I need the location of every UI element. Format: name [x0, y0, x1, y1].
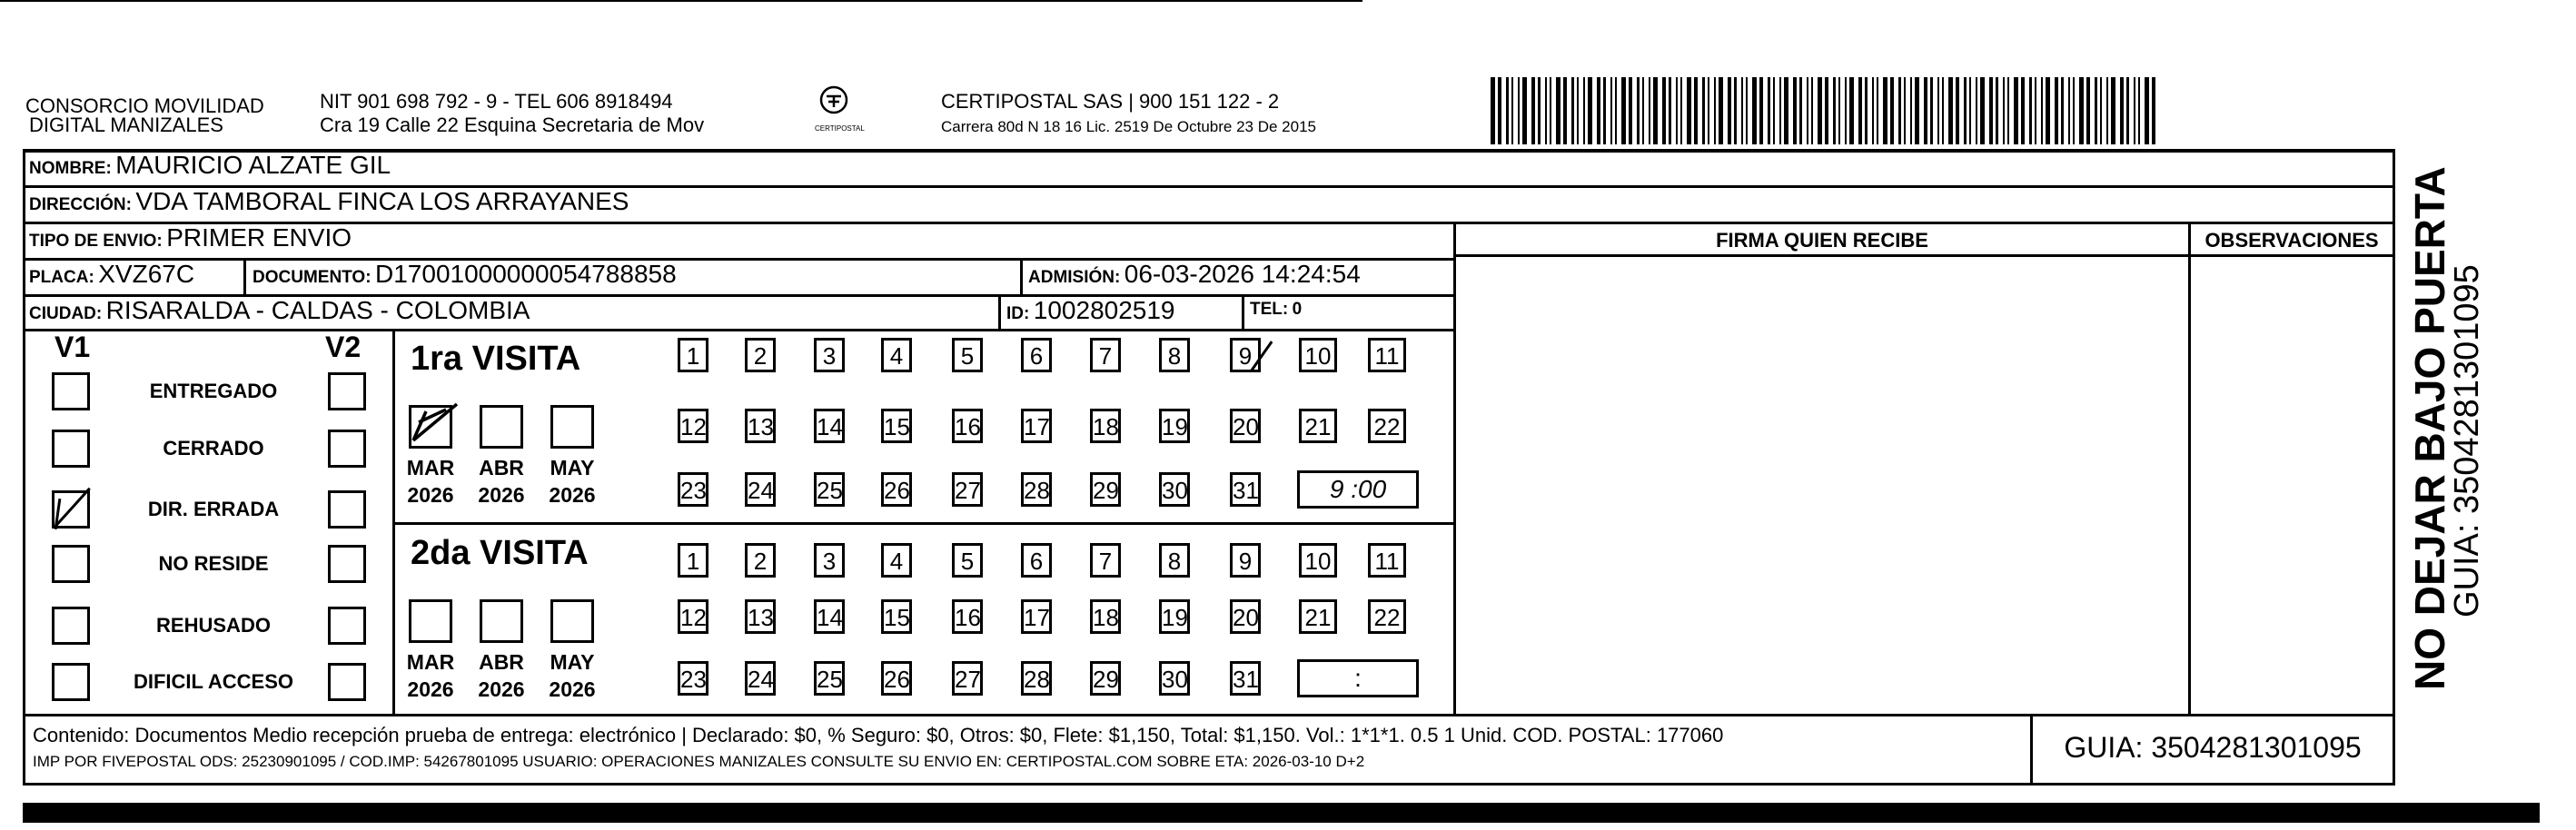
month-year: 2026: [478, 483, 525, 507]
day-box[interactable]: 21: [1299, 409, 1337, 443]
checkbox-v2-2[interactable]: [328, 490, 366, 529]
day-box[interactable]: 23: [678, 661, 708, 696]
id-value: 1002802519: [1033, 296, 1175, 324]
ciudad-field: [29, 296, 530, 325]
grid-line: [23, 222, 2395, 224]
barcode-bar: [2138, 77, 2140, 144]
observaciones-header: OBSERVACIONES: [2204, 229, 2379, 252]
barcode-bar: [1734, 77, 1737, 144]
barcode-bar: [1518, 77, 1520, 144]
barcode-bar: [2145, 77, 2149, 144]
month-checkbox[interactable]: [550, 599, 594, 643]
barcode-bar: [2134, 77, 2135, 144]
barcode-bar: [1845, 77, 1847, 144]
day-box[interactable]: 7: [1090, 543, 1121, 578]
barcode-bar: [1603, 77, 1606, 144]
day-box[interactable]: 15: [881, 409, 912, 443]
barcode-bar: [1563, 77, 1567, 144]
grid-line: [1020, 258, 1023, 296]
status-label: ENTREGADO: [149, 380, 278, 402]
barcode-bar: [1779, 77, 1781, 144]
month-year: 2026: [478, 677, 525, 701]
day-box[interactable]: 9: [1230, 543, 1261, 578]
day-box[interactable]: 10: [1299, 543, 1337, 578]
day-box[interactable]: 31: [1230, 472, 1261, 507]
status-label: CERRADO: [163, 437, 264, 459]
day-box[interactable]: 6: [1021, 543, 1052, 578]
month-label: [540, 648, 604, 703]
barcode-bar: [1719, 77, 1723, 144]
tipo-envio-field: [29, 223, 352, 252]
barcode-bar: [2068, 77, 2070, 144]
grid-line: [2393, 149, 2395, 785]
day-box[interactable]: 24: [745, 661, 776, 696]
id-field: [1006, 296, 1175, 325]
day-box[interactable]: 11: [1368, 543, 1406, 578]
barcode-bar: [1680, 77, 1682, 144]
month-label: [399, 648, 462, 703]
day-box[interactable]: 20: [1230, 599, 1261, 634]
grid-line: [23, 714, 2395, 716]
status-label: REHUSADO: [156, 614, 271, 637]
day-box[interactable]: 12: [678, 599, 708, 634]
barcode-bar: [1904, 77, 1906, 144]
day-box[interactable]: 14: [814, 599, 845, 634]
barcode-bar: [1768, 77, 1770, 144]
certipostal-logo: [815, 84, 865, 133]
barcode-bar: [1506, 77, 1509, 144]
direccion-value: VDA TAMBORAL FINCA LOS ARRAYANES: [135, 187, 629, 215]
day-box[interactable]: 17: [1021, 599, 1052, 634]
barcode-bar: [1833, 77, 1836, 144]
day-box[interactable]: 18: [1090, 599, 1121, 634]
direccion-field: [29, 187, 629, 216]
day-box[interactable]: 5: [952, 338, 983, 372]
checkbox-v1-2[interactable]: [52, 490, 90, 529]
day-box[interactable]: 23: [678, 472, 708, 507]
status-label: DIFICIL ACCESO: [133, 670, 293, 693]
barcode-bar: [1942, 77, 1944, 144]
nombre-label: NOMBRE:: [29, 159, 112, 178]
barcode-bar: [2021, 77, 2025, 144]
month-label: [540, 454, 604, 509]
barcode-bar: [1915, 77, 1919, 144]
ciudad-value: RISARALDA - CALDAS - COLOMBIA: [105, 296, 530, 324]
barcode-bar: [1948, 77, 1953, 144]
day-box[interactable]: 8: [1159, 338, 1190, 372]
barcode-bar: [1571, 77, 1574, 144]
barcode-bar: [1752, 77, 1757, 144]
barcode-bar: [2106, 77, 2108, 144]
day-box[interactable]: 13: [745, 599, 776, 634]
barcode-bar: [1577, 77, 1579, 144]
barcode-bar: [1669, 77, 1671, 144]
barcode-bar: [1653, 77, 1658, 144]
barcode-bar: [1964, 77, 1967, 144]
grid-line: [243, 258, 246, 296]
checkbox-v2-0[interactable]: [328, 372, 366, 410]
barcode-bar: [2007, 77, 2009, 144]
barcode-bar: [1883, 77, 1887, 144]
day-box[interactable]: 3: [814, 338, 845, 372]
grid-line: [392, 522, 1453, 525]
barcode-bar: [1865, 77, 1868, 144]
day-box[interactable]: 21: [1299, 599, 1337, 634]
checkbox-v1-1[interactable]: [52, 430, 90, 468]
documento-label: DOCUMENTO:: [253, 268, 372, 287]
barcode-bar: [2003, 77, 2005, 144]
month-label: [470, 648, 533, 703]
barcode-bar: [1799, 77, 1802, 144]
barcode-bar: [2095, 77, 2097, 144]
barcode-bar: [1773, 77, 1775, 144]
company-address: Cra 19 Calle 22 Esquina Secretaria de Mov: [320, 114, 705, 136]
month-label: [399, 454, 462, 509]
admision-value: 06-03-2026 14:24:54: [1124, 260, 1361, 288]
month-year: 2026: [407, 677, 454, 701]
day-box[interactable]: 20: [1230, 409, 1261, 443]
day-box[interactable]: 4: [881, 543, 912, 578]
tel-field: [1250, 300, 1302, 320]
barcode-bar: [1491, 77, 1495, 144]
barcode-bar: [2073, 77, 2075, 144]
month-name: ABR: [479, 650, 524, 674]
barcode-bar: [1702, 77, 1705, 144]
barcode-bar: [1989, 77, 1993, 144]
month-checkbox[interactable]: [480, 599, 523, 643]
v1-header: V1: [54, 331, 91, 363]
barcode-bar: [1615, 77, 1617, 144]
barcode-bar: [1890, 77, 1894, 144]
tel-label: TEL:: [1250, 300, 1289, 319]
checkbox-v1-3[interactable]: [52, 545, 90, 583]
checkbox-v2-1[interactable]: [328, 430, 366, 468]
check-mark-icon: [406, 395, 461, 450]
day-box[interactable]: 19: [1159, 599, 1190, 634]
barcode-bar: [2035, 77, 2036, 144]
barcode-bar: [2152, 77, 2155, 144]
visit-title: 2da VISITA: [411, 534, 589, 572]
barcode-bar: [1976, 77, 1977, 144]
barcode-bar: [1898, 77, 1901, 144]
grid-line: [998, 294, 1001, 331]
barcode-bar: [2126, 77, 2129, 144]
footer-imp-line: IMP POR FIVEPOSTAL ODS: 25230901095 / COD.IMP: 54267801095 USUARIO: OPERACIONES MANIZALES CONSULTE SU ENVIO EN: CERTIPOSTAL.COM SOBRE ETA: 2026-03-10 D+2: [33, 753, 1365, 770]
courier-name-line: CERTIPOSTAL SAS | 900 151 122 - 2: [941, 90, 1280, 113]
day-box[interactable]: 30: [1159, 661, 1190, 696]
day-box[interactable]: 1: [678, 338, 708, 372]
status-label: NO RESIDE: [158, 552, 269, 575]
logo-icon: [815, 84, 853, 120]
documento-field: [253, 260, 677, 289]
grid-line: [23, 783, 2395, 786]
barcode-bar: [2120, 77, 2124, 144]
day-box[interactable]: 25: [814, 472, 845, 507]
admision-label: ADMISIÓN:: [1028, 268, 1121, 287]
day-box[interactable]: 3: [814, 543, 845, 578]
barcode-bar: [1784, 77, 1788, 144]
visit-title: 1ra VISITA: [411, 340, 581, 378]
day-box[interactable]: 26: [881, 661, 912, 696]
day-box[interactable]: 30: [1159, 472, 1190, 507]
barcode-bar: [2055, 77, 2058, 144]
nombre-value: MAURICIO ALZATE GIL: [115, 151, 391, 179]
day-box[interactable]: 1: [678, 543, 708, 578]
day-box[interactable]: 29: [1090, 661, 1121, 696]
tel-value: 0: [1292, 300, 1303, 319]
barcode-bar: [1980, 77, 1985, 144]
placa-field: [29, 260, 194, 289]
placa-label: PLACA:: [29, 268, 94, 287]
day-box[interactable]: 6: [1021, 338, 1052, 372]
checkbox-v1-0[interactable]: [52, 372, 90, 410]
courier-license-line: Carrera 80d N 18 16 Lic. 2519 De Octubre 23 De 2015: [941, 118, 1316, 135]
day-box[interactable]: 15: [881, 599, 912, 634]
day-box[interactable]: 27: [952, 661, 983, 696]
checkbox-v2-5[interactable]: [328, 663, 366, 701]
barcode-bar: [1793, 77, 1797, 144]
barcode-bar: [1637, 77, 1640, 144]
barcode-bar: [1741, 77, 1743, 144]
barcode-bar: [1642, 77, 1644, 144]
month-name: ABR: [479, 456, 524, 479]
barcode-bar: [1996, 77, 1998, 144]
grid-line: [23, 149, 25, 785]
barcode-bar: [2100, 77, 2102, 144]
time-field[interactable]: :: [1297, 659, 1419, 697]
month-name: MAY: [550, 456, 595, 479]
footer-content-line: Contenido: Documentos Medio recepción prueba de entrega: electrónico | Declarado: $0, % Seguro: $0, Otros: $0, Flete: $1,150, Total: $1,150. Vol.: 1*1*1. 0.5 1 Unid. COD. POSTAL: 177060: [33, 724, 1724, 746]
documento-value: D17001000000054788858: [375, 260, 677, 288]
day-box[interactable]: 31: [1230, 661, 1261, 696]
direccion-label: DIRECCIÓN:: [29, 195, 132, 214]
barcode-bar: [1588, 77, 1592, 144]
id-label: ID:: [1006, 304, 1030, 323]
checkbox-v1-4[interactable]: [52, 607, 90, 645]
barcode-bar: [1583, 77, 1585, 144]
barcode-bar: [1818, 77, 1822, 144]
logo-text: CERTIPOSTAL: [815, 124, 865, 133]
barcode-bar: [1694, 77, 1698, 144]
barcode-bar: [1969, 77, 1971, 144]
day-box[interactable]: 17: [1021, 409, 1052, 443]
day-box[interactable]: 25: [814, 661, 845, 696]
month-year: 2026: [407, 483, 454, 507]
admision-field: [1028, 260, 1361, 289]
day-box[interactable]: 13: [745, 409, 776, 443]
barcode-bar: [1728, 77, 1731, 144]
barcode-bar: [1746, 77, 1748, 144]
barcode-bar: [1930, 77, 1933, 144]
barcode-bar: [2086, 77, 2090, 144]
barcode-bar: [1687, 77, 1691, 144]
grid-line: [1453, 222, 1456, 716]
month-name: MAR: [406, 456, 455, 479]
checkbox-v2-4[interactable]: [328, 607, 366, 645]
barcode-bar: [1937, 77, 1939, 144]
barcode-bar: [2111, 77, 2115, 144]
month-checkbox[interactable]: [409, 405, 452, 449]
barcode-bar: [1621, 77, 1626, 144]
barcode-bar: [1545, 77, 1547, 144]
barcode-bar: [1511, 77, 1513, 144]
grid-line: [23, 329, 1453, 331]
day-box[interactable]: 2: [745, 338, 776, 372]
barcode-bar: [1858, 77, 1862, 144]
bottom-rule: [23, 803, 2540, 823]
barcode-bar: [2029, 77, 2032, 144]
barcode-bar: [2046, 77, 2050, 144]
barcode-bar: [2014, 77, 2018, 144]
day-box[interactable]: 2: [745, 543, 776, 578]
barcode-bar: [1610, 77, 1612, 144]
grid-line: [2188, 222, 2191, 716]
barcode-bar: [2079, 77, 2084, 144]
ciudad-label: CIUDAD:: [29, 304, 103, 323]
barcode-bar: [2061, 77, 2064, 144]
barcode-bar: [1807, 77, 1808, 144]
company-name-line1: CONSORCIO MOVILIDAD: [25, 94, 264, 117]
status-label: DIR. ERRADA: [147, 498, 280, 520]
day-box[interactable]: 19: [1159, 409, 1190, 443]
barcode-bar: [1498, 77, 1501, 144]
barcode-bar: [1825, 77, 1828, 144]
day-box[interactable]: 28: [1021, 661, 1052, 696]
barcode-bar: [1956, 77, 1959, 144]
month-checkbox[interactable]: [409, 599, 452, 643]
barcode-bar: [1629, 77, 1632, 144]
barcode-bar: [1676, 77, 1678, 144]
day-box[interactable]: 28: [1021, 472, 1052, 507]
day-box[interactable]: 4: [881, 338, 912, 372]
grid-line: [1242, 294, 1244, 331]
barcode-bar: [1649, 77, 1650, 144]
barcode-bar: [1924, 77, 1927, 144]
barcode-bar: [1759, 77, 1763, 144]
tipo-envio-label: TIPO DE ENVIO:: [29, 232, 163, 251]
placa-value: XVZ67C: [98, 260, 195, 288]
barcode-bar: [1910, 77, 1912, 144]
barcode-bar: [1811, 77, 1813, 144]
day-box[interactable]: 27: [952, 472, 983, 507]
barcode-bar: [1556, 77, 1560, 144]
barcode-bar: [2041, 77, 2043, 144]
barcode-bar: [1708, 77, 1709, 144]
top-rule: [0, 0, 1362, 2]
month-year: 2026: [549, 483, 596, 507]
day-box[interactable]: 12: [678, 409, 708, 443]
barcode-bar: [1538, 77, 1541, 144]
tipo-envio-value: PRIMER ENVIO: [166, 223, 352, 252]
day-box[interactable]: 5: [952, 543, 983, 578]
day-box[interactable]: 11: [1368, 338, 1406, 372]
day-box[interactable]: 26: [881, 472, 912, 507]
nit-line: NIT 901 698 792 - 9 - TEL 606 8918494: [320, 90, 673, 113]
checkbox-v2-3[interactable]: [328, 545, 366, 583]
barcode-bar: [1872, 77, 1874, 144]
day-box[interactable]: 7: [1090, 338, 1121, 372]
day-box[interactable]: 8: [1159, 543, 1190, 578]
footer-guia: GUIA: 3504281301095: [2064, 731, 2362, 764]
v2-header: V2: [325, 331, 362, 363]
month-name: MAR: [406, 650, 455, 674]
side-guia: GUIA: 3504281301095: [2448, 264, 2486, 618]
nombre-field: [29, 151, 391, 180]
day-box[interactable]: 18: [1090, 409, 1121, 443]
barcode-bar: [1714, 77, 1716, 144]
no-dejar-warning: NO DEJAR BAJO PUERTA: [2406, 166, 2453, 690]
grid-line: [1453, 254, 2395, 257]
day-box[interactable]: 10: [1299, 338, 1337, 372]
barcode-bar: [1550, 77, 1551, 144]
time-field[interactable]: 9 :00: [1297, 470, 1419, 509]
month-name: MAY: [550, 650, 595, 674]
day-box[interactable]: 14: [814, 409, 845, 443]
barcode-bar: [1531, 77, 1535, 144]
barcode-bar: [1838, 77, 1840, 144]
month-label: [470, 454, 533, 509]
barcode-bar: [1597, 77, 1600, 144]
day-box[interactable]: 22: [1368, 599, 1406, 634]
barcode-bar: [1522, 77, 1527, 144]
day-box[interactable]: 16: [952, 599, 983, 634]
company-name-line2: DIGITAL MANIZALES: [29, 114, 223, 136]
barcode-bar: [1662, 77, 1666, 144]
barcode-bar: [1877, 77, 1878, 144]
month-checkbox[interactable]: [480, 405, 523, 449]
day-box[interactable]: 29: [1090, 472, 1121, 507]
month-checkbox[interactable]: [550, 405, 594, 449]
barcode: [1491, 77, 2164, 144]
checkbox-v1-5[interactable]: [52, 663, 90, 701]
firma-header: FIRMA QUIEN RECIBE: [1716, 229, 1928, 252]
month-year: 2026: [549, 677, 596, 701]
day-box[interactable]: 22: [1368, 409, 1406, 443]
day-box[interactable]: 9: [1230, 338, 1261, 372]
day-box[interactable]: 24: [745, 472, 776, 507]
barcode-bar: [1849, 77, 1854, 144]
day-box[interactable]: 16: [952, 409, 983, 443]
